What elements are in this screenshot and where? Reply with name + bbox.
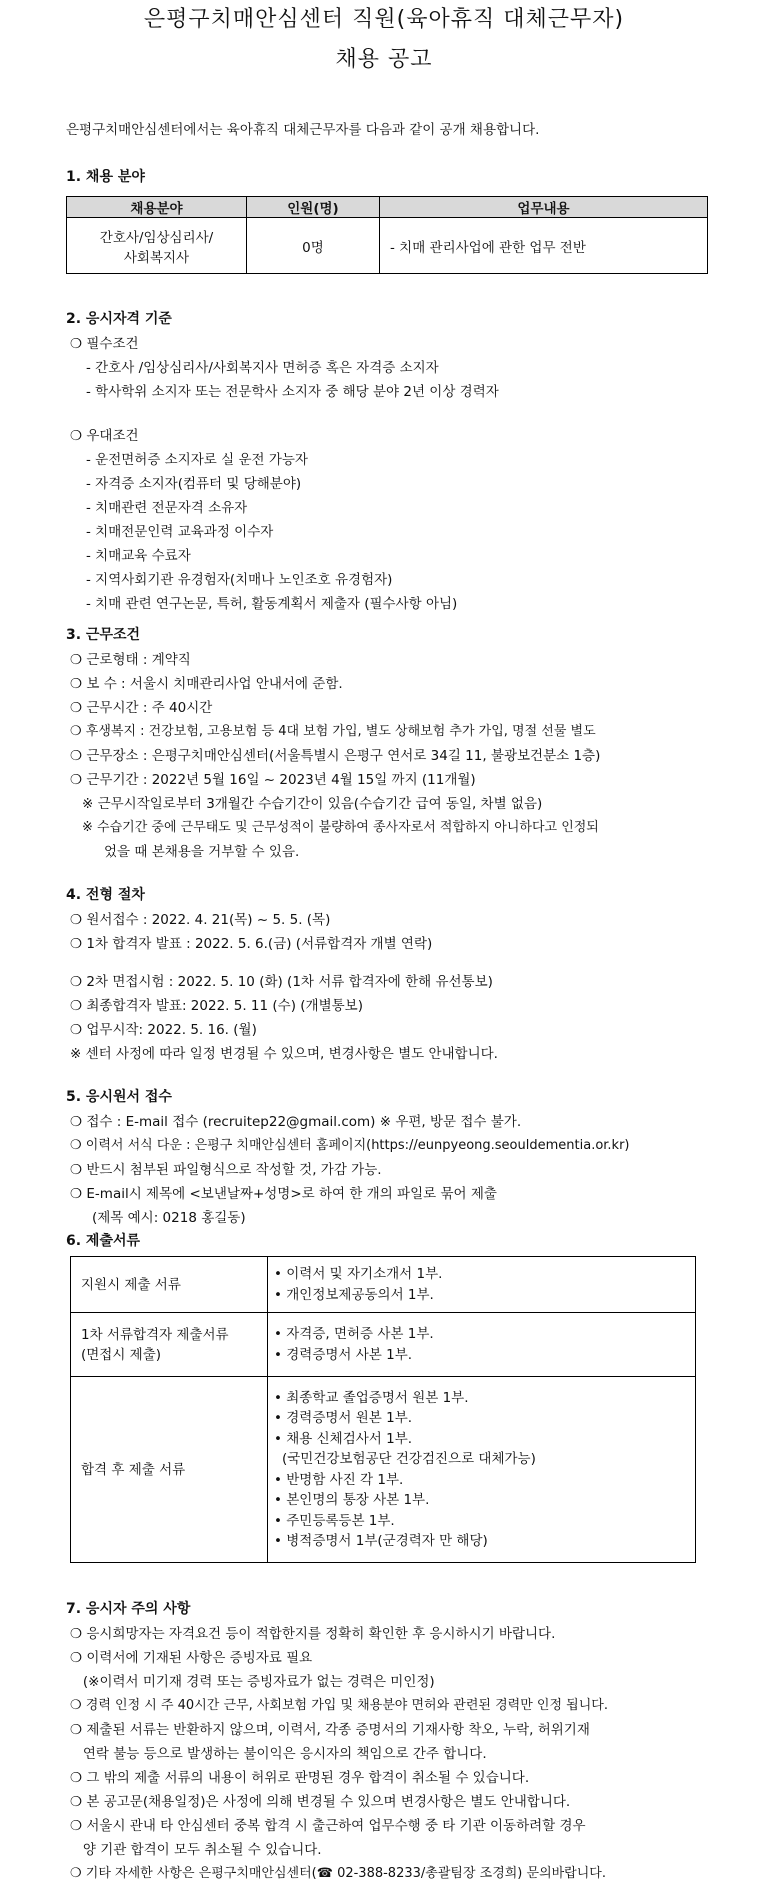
page-subtitle: 채용 공고 xyxy=(335,47,433,72)
doc-item: • 경력증명서 사본 1부. xyxy=(274,1346,413,1363)
schedule-item: ❍ 2차 면접시험 : 2022. 5. 10 (화) (1차 서류 합격자에 한해 유선통보) xyxy=(70,974,493,990)
section-heading-5: 5. 응시원서 접수 xyxy=(66,1089,172,1105)
contact-line: ❍ 기타 자세한 사항은 은평구치매안심센터(☎ 02-388-8233/총괄팀장 조경희) 문의바랍니다. xyxy=(70,1866,606,1881)
preferred-item: - 치매전문인력 교육과정 이수자 xyxy=(86,524,274,540)
preferred-item: - 자격증 소지자(컴퓨터 및 당해분야) xyxy=(86,476,302,492)
field-line-1: 간호사/임상심리사/ xyxy=(99,229,214,246)
preferred-item: - 지역사회기관 유경험자(치매나 노인조호 유경험자) xyxy=(86,572,393,588)
caution-line: (※이력서 미기재 경력 또는 증빙자료가 없는 경력은 미인정) xyxy=(70,1674,435,1690)
page-title: 은평구치매안심센터 직원(육아휴직 대체근무자) xyxy=(143,7,625,32)
schedule-item: ❍ 원서접수 : 2022. 4. 21(목) ~ 5. 5. (목) xyxy=(70,912,331,928)
doc-item: • 경력증명서 원본 1부. xyxy=(274,1410,413,1426)
caution-line: ❍ 그 밖의 제출 서류의 내용이 허위로 판명된 경우 합격이 취소될 수 있습니다. xyxy=(70,1770,530,1786)
doc-item: • 최종학교 졸업증명서 원본 1부. xyxy=(274,1389,469,1406)
field-line-2: 사회복지사 xyxy=(123,249,190,266)
doc-item: • 반명함 사진 각 1부. xyxy=(274,1471,404,1488)
probation-note-2: ※ 수습기간 중에 근무태도 및 근무성적이 불량하여 종사자로서 적합하지 아니하다고 인정되 xyxy=(82,820,599,835)
required-item: - 간호사 /임상심리사/사회복지사 면허증 혹은 자격증 소지자 xyxy=(86,360,439,376)
schedule-item: ❍ 1차 합격자 발표 : 2022. 5. 6.(금) (서류합격자 개별 연락) xyxy=(70,936,433,952)
doc-item: • 병적증명서 1부(군경력자 만 해당) xyxy=(274,1533,488,1549)
work-condition-item: ❍ 근무시간 : 주 40시간 xyxy=(70,700,213,716)
doc-item: • 본인명의 통장 사본 1부. xyxy=(274,1492,430,1508)
count-cell: 0명 xyxy=(247,218,380,274)
duty-cell: - 치매 관리사업에 관한 업무 전반 xyxy=(380,218,708,274)
work-condition-item: ❍ 후생복지 : 건강보험, 고용보험 등 4대 보험 가입, 별도 상해보험 추가 가입, 명절 선물 별도 xyxy=(70,724,596,739)
doc-item: • 이력서 및 자기소개서 1부. xyxy=(274,1266,443,1282)
application-item: ❍ E-mail시 제목에 <보낸날짜+성명>로 하여 한 개의 파일로 묶어 제출 xyxy=(70,1186,497,1202)
work-condition-item: ❍ 근무기간 : 2022년 5월 16일 ~ 2023년 4월 15일 까지 (11개월) xyxy=(70,772,476,788)
col-header-duty: 업무내용 xyxy=(380,197,708,218)
work-condition-item: ❍ 근로형태 : 계약직 xyxy=(70,652,191,668)
required-item: - 학사학위 소지자 또는 전문학사 소지자 중 해당 분야 2년 이상 경력자 xyxy=(86,384,499,400)
doc-label: 합격 후 제출 서류 xyxy=(81,1461,186,1478)
preferred-item: - 치매 관련 연구논문, 특허, 활동계획서 제출자 (필수사항 아님) xyxy=(86,596,458,612)
preferred-item: - 운전면허증 소지자로 실 운전 가능자 xyxy=(86,452,308,468)
section-heading-1: 1. 채용 분야 xyxy=(66,169,145,185)
doc-item: • 채용 신체검사서 1부. xyxy=(274,1430,413,1447)
caution-line: ❍ 서울시 관내 타 안심센터 중복 합격 시 출근하여 업무수행 중 타 기관 이동하려할 경우 xyxy=(70,1818,586,1834)
section-heading-6: 6. 제출서류 xyxy=(66,1233,141,1249)
col-header-count: 인원(명) xyxy=(247,197,380,218)
preferred-item: - 치매교육 수료자 xyxy=(86,548,191,564)
caution-line: ❍ 본 공고문(채용일정)은 사정에 의해 변경될 수 있으며 변경사항은 별도 안내합니다. xyxy=(70,1794,571,1810)
work-condition-item: ❍ 보 수 : 서울시 치매관리사업 안내서에 준함. xyxy=(70,676,343,692)
application-item: ❍ 접수 : E-mail 접수 (recruitep22@gmail.com) ※ 우편, 방문 접수 불가. xyxy=(70,1114,522,1130)
col-header-field: 채용분야 xyxy=(67,197,247,218)
doc-label-cell xyxy=(71,1257,268,1313)
schedule-item: ❍ 최종합격자 발표: 2022. 5. 11 (수) (개별통보) xyxy=(70,998,363,1014)
work-condition-item: ❍ 근무장소 : 은평구치매안심센터(서울특별시 은평구 연서로 34길 11, 불광보건분소 1층) xyxy=(70,748,601,764)
application-item: ❍ 반드시 첨부된 파일형식으로 작성할 것, 가감 가능. xyxy=(70,1162,382,1178)
caution-line: ❍ 경력 인정 시 주 40시간 근무, 사회보험 가입 및 채용분야 면허와 관련된 경력만 인정 됩니다. xyxy=(70,1698,608,1713)
doc-list-cell xyxy=(268,1257,696,1313)
doc-list-cell xyxy=(268,1313,696,1377)
section-heading-2: 2. 응시자격 기준 xyxy=(66,311,172,327)
probation-note-2-cont: 었을 때 본채용을 거부할 수 있음. xyxy=(104,844,300,860)
doc-label-cell xyxy=(71,1313,268,1377)
doc-label-cell xyxy=(71,1377,268,1563)
section-heading-3: 3. 근무조건 xyxy=(66,627,141,643)
caution-line: ❍ 제출된 서류는 반환하지 않으며, 이력서, 각종 증명서의 기재사항 착오, 누락, 허위기재 xyxy=(70,1722,590,1738)
doc-item: • 자격증, 면허증 사본 1부. xyxy=(274,1326,434,1342)
email-title-example: (제목 예시: 0218 홍길동) xyxy=(92,1210,246,1226)
recruit-field-table xyxy=(66,196,708,274)
preferred-item: - 치매관련 전문자격 소유자 xyxy=(86,500,248,516)
field-cell xyxy=(67,218,247,274)
doc-label-sub: (면접시 제출) xyxy=(81,1346,162,1363)
section-heading-7: 7. 응시자 주의 사항 xyxy=(66,1601,191,1617)
documents-table xyxy=(70,1256,696,1563)
section-heading-4: 4. 전형 절차 xyxy=(66,887,145,903)
doc-label: 1차 서류합격자 제출서류 xyxy=(81,1326,229,1343)
required-title: ❍ 필수조건 xyxy=(70,336,139,352)
doc-label: 지원시 제출 서류 xyxy=(81,1276,181,1293)
intro-text: 은평구치매안심센터에서는 육아휴직 대체근무자를 다음과 같이 공개 채용합니다. xyxy=(66,122,540,138)
schedule-note: ※ 센터 사정에 따라 일정 변경될 수 있으며, 변경사항은 별도 안내합니다. xyxy=(70,1046,498,1062)
doc-item: • 개인정보제공동의서 1부. xyxy=(274,1286,434,1303)
caution-line: ❍ 이력서에 기재된 사항은 증빙자료 필요 xyxy=(70,1650,313,1666)
probation-note: ※ 근무시작일로부터 3개월간 수습기간이 있음(수습기간 급여 동일, 차별 없음) xyxy=(82,796,543,812)
preferred-title: ❍ 우대조건 xyxy=(70,428,139,444)
application-item: ❍ 이력서 서식 다운 : 은평구 치매안심센터 홈페이지(https://eunpyeong.seouldementia.or.kr) xyxy=(70,1138,630,1153)
doc-item: • 주민등록등본 1부. xyxy=(274,1512,395,1529)
caution-line: 양 기관 합격이 모두 취소될 수 있습니다. xyxy=(70,1842,322,1858)
caution-line: 연락 불능 등으로 발생하는 불이익은 응시자의 책임으로 간주 합니다. xyxy=(70,1746,487,1762)
caution-line: ❍ 응시희망자는 자격요건 등이 적합한지를 정확히 확인한 후 응시하시기 바랍니다. xyxy=(70,1626,556,1642)
doc-list-cell xyxy=(268,1377,696,1563)
schedule-item: ❍ 업무시작: 2022. 5. 16. (월) xyxy=(70,1022,257,1038)
doc-item-note: (국민건강보험공단 건강검진으로 대체가능) xyxy=(282,1451,536,1467)
